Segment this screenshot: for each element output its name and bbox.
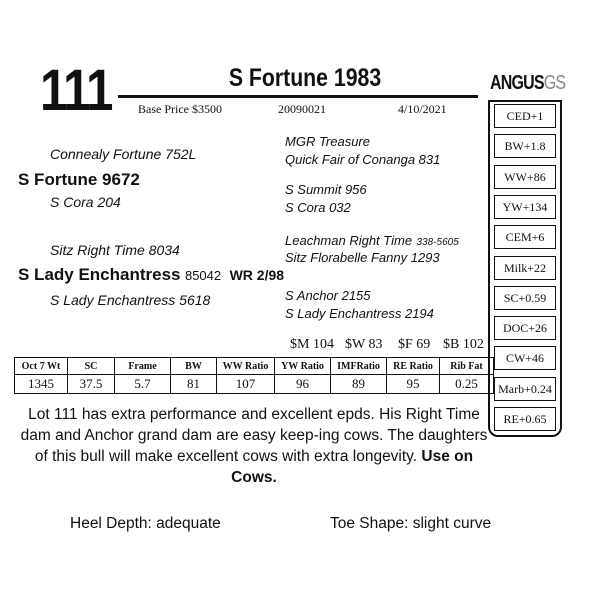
birth-date: 4/10/2021 bbox=[398, 102, 447, 116]
index-f: $F 69 bbox=[398, 337, 431, 352]
lot-number: 111 bbox=[40, 58, 112, 123]
base-price: Base Price $3500 bbox=[138, 102, 222, 116]
epd-cell: DOC+26 bbox=[494, 316, 556, 340]
header-rule bbox=[118, 95, 478, 98]
epd-cell: RE+0.65 bbox=[494, 407, 556, 431]
epd-cell: YW+134 bbox=[494, 195, 556, 219]
performance-header-cell: BW bbox=[171, 358, 217, 375]
performance-value-cell: 107 bbox=[217, 375, 275, 394]
performance-value-cell: 0.25 bbox=[440, 375, 494, 394]
performance-value-cell: 89 bbox=[331, 375, 387, 394]
performance-header-cell: Rib Fat bbox=[440, 358, 494, 375]
angus-logo-text: ANGUS bbox=[490, 72, 544, 94]
dam-dam: S Lady Enchantress 5618 bbox=[50, 292, 211, 308]
performance-header-cell: Oct 7 Wt bbox=[15, 358, 68, 375]
performance-value-cell: 95 bbox=[387, 375, 440, 394]
dam-sire-dam: Sitz Florabelle Fanny 1293 bbox=[285, 250, 440, 265]
toe-shape: Toe Shape: slight curve bbox=[330, 515, 492, 532]
performance-header-row bbox=[15, 358, 494, 375]
performance-header-cell: IMFRatio bbox=[331, 358, 387, 375]
dam-sire-sire-line bbox=[285, 232, 459, 250]
performance-value-cell: 37.5 bbox=[68, 375, 115, 394]
dam-sire: Sitz Right Time 8034 bbox=[50, 242, 180, 258]
dam-line bbox=[18, 265, 284, 285]
performance-header-cell: SC bbox=[68, 358, 115, 375]
dam-dam-dam: S Lady Enchantress 2194 bbox=[285, 306, 434, 321]
epd-cell: BW+1.8 bbox=[494, 134, 556, 158]
sire: S Fortune 9672 bbox=[18, 170, 140, 189]
epd-cell: CW+46 bbox=[494, 346, 556, 370]
sire-dam: S Cora 204 bbox=[50, 194, 121, 210]
description-emphasis: Use on Cows. bbox=[231, 448, 474, 486]
dam-dam-sire: S Anchor 2155 bbox=[285, 288, 371, 303]
performance-table bbox=[14, 357, 494, 394]
index-m: $M 104 bbox=[290, 337, 334, 352]
dam-registration: 85042 bbox=[184, 268, 222, 283]
epd-cell: WW+86 bbox=[494, 165, 556, 189]
epd-cell: Milk+22 bbox=[494, 256, 556, 280]
index-b: $B 102 bbox=[443, 337, 484, 352]
heel-depth: Heel Depth: adequate bbox=[70, 515, 221, 532]
epd-cell: CED+1 bbox=[494, 104, 556, 128]
description bbox=[20, 404, 488, 488]
dam-weaning-ratio: WR 2/98 bbox=[229, 267, 285, 283]
performance-value-cell: 1345 bbox=[15, 375, 68, 394]
performance-header-cell: Frame bbox=[115, 358, 171, 375]
sire-sire: Connealy Fortune 752L bbox=[50, 146, 197, 162]
sire-dam-dam: S Cora 032 bbox=[285, 200, 351, 215]
performance-value-cell: 5.7 bbox=[115, 375, 171, 394]
registration-number: 20090021 bbox=[278, 102, 326, 116]
dam: S Lady Enchantress bbox=[18, 265, 181, 284]
performance-header-cell: RE Ratio bbox=[387, 358, 440, 375]
dam-sire-sire-reg: 338-5605 bbox=[416, 237, 459, 248]
angus-gs-logo bbox=[490, 72, 565, 95]
epd-cell: CEM+6 bbox=[494, 225, 556, 249]
description-text: Lot 111 has extra performance and excellent epds. His Right Time dam and Anchor grand dam are easy keep-ing cows. The daughters of this bull will make excellent cows with extra longevity. bbox=[20, 406, 488, 465]
index-w: $W 83 bbox=[345, 337, 383, 352]
epd-cell: Marb+0.24 bbox=[494, 377, 556, 401]
epd-cell: SC+0.59 bbox=[494, 286, 556, 310]
sire-sire-sire: MGR Treasure bbox=[285, 134, 370, 149]
gs-logo-text: GS bbox=[543, 72, 566, 94]
performance-header-cell: WW Ratio bbox=[217, 358, 275, 375]
performance-header-cell: YW Ratio bbox=[275, 358, 331, 375]
dam-sire-sire: Leachman Right Time bbox=[285, 233, 413, 248]
performance-value-cell: 96 bbox=[275, 375, 331, 394]
performance-value-row bbox=[15, 375, 494, 394]
sire-sire-dam: Quick Fair of Conanga 831 bbox=[285, 152, 441, 167]
performance-value-cell: 81 bbox=[171, 375, 217, 394]
bull-name: S Fortune 1983 bbox=[228, 64, 382, 92]
sire-dam-sire: S Summit 956 bbox=[285, 182, 367, 197]
